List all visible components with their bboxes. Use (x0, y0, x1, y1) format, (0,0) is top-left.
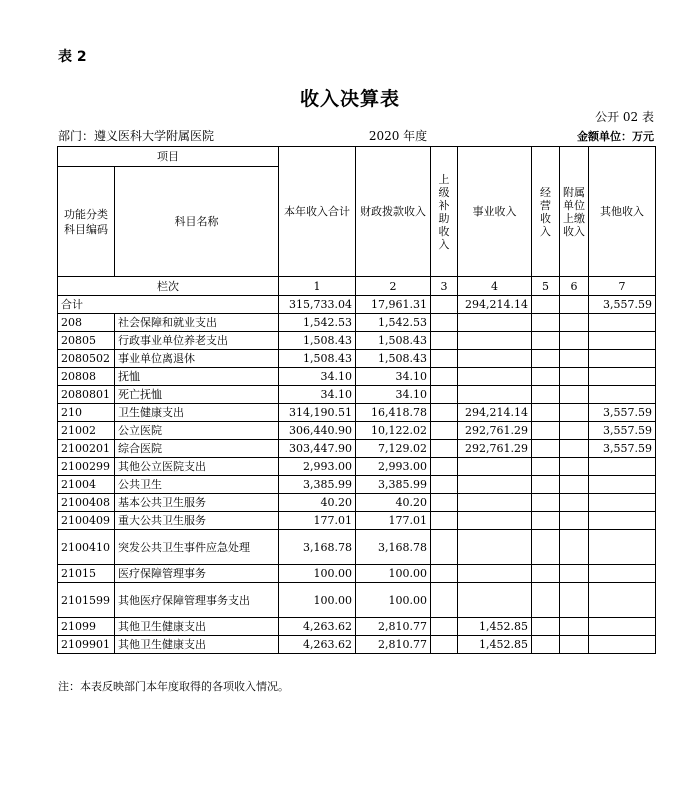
table-number-label: 表 2 (58, 49, 87, 65)
col-num: 5 (532, 277, 560, 296)
row-business (458, 368, 532, 386)
row-subject-name: 公共卫生 (115, 476, 279, 494)
amount-unit: 金额单位：万元 (577, 130, 654, 143)
row-superior (431, 386, 458, 404)
row-other (589, 332, 656, 350)
header-superior: 上级补助收入 (431, 147, 458, 277)
row-operating (532, 332, 560, 350)
row-superior (431, 422, 458, 440)
row-affiliated (560, 618, 589, 636)
row-business (458, 512, 532, 530)
row-operating (532, 512, 560, 530)
row-affiliated (560, 332, 589, 350)
row-code: 2100410 (58, 530, 115, 565)
total-other: 3,557.59 (589, 296, 656, 314)
row-operating (532, 350, 560, 368)
row-fiscal: 1,508.43 (356, 350, 431, 368)
row-operating (532, 422, 560, 440)
table-row (58, 636, 656, 654)
row-fiscal: 2,810.77 (356, 636, 431, 654)
row-total: 34.10 (279, 386, 356, 404)
row-code: 2100299 (58, 458, 115, 476)
row-business: 294,214.14 (458, 404, 532, 422)
document-code: 公开 02 表 (595, 110, 654, 124)
row-superior (431, 332, 458, 350)
total-label: 合计 (58, 296, 279, 314)
table-row (58, 314, 656, 332)
footnote: 注：本表反映部门本年度取得的各项收入情况。 (58, 680, 289, 693)
row-operating (532, 583, 560, 618)
row-operating (532, 404, 560, 422)
row-superior (431, 458, 458, 476)
row-fiscal: 3,385.99 (356, 476, 431, 494)
total-operating (532, 296, 560, 314)
row-business: 1,452.85 (458, 618, 532, 636)
row-fiscal: 1,542.53 (356, 314, 431, 332)
row-business (458, 458, 532, 476)
row-other (589, 494, 656, 512)
row-code: 2101599 (58, 583, 115, 618)
header-project: 项目 (58, 147, 279, 167)
row-affiliated (560, 314, 589, 332)
col-num: 2 (356, 277, 431, 296)
row-business: 292,761.29 (458, 440, 532, 458)
row-code: 2080502 (58, 350, 115, 368)
row-total: 314,190.51 (279, 404, 356, 422)
row-business (458, 530, 532, 565)
row-affiliated (560, 476, 589, 494)
col-num: 4 (458, 277, 532, 296)
table-row (58, 458, 656, 476)
row-subject-name: 行政事业单位养老支出 (115, 332, 279, 350)
row-code: 210 (58, 404, 115, 422)
table-row (58, 368, 656, 386)
col-num: 3 (431, 277, 458, 296)
col-num: 6 (560, 277, 589, 296)
row-other (589, 618, 656, 636)
row-superior (431, 530, 458, 565)
row-total: 1,508.43 (279, 332, 356, 350)
row-code: 21099 (58, 618, 115, 636)
row-affiliated (560, 422, 589, 440)
row-superior (431, 618, 458, 636)
row-subject-name: 其他公立医院支出 (115, 458, 279, 476)
row-operating (532, 458, 560, 476)
row-subject-name: 其他卫生健康支出 (115, 636, 279, 654)
row-other: 3,557.59 (589, 440, 656, 458)
row-other (589, 368, 656, 386)
row-operating (532, 494, 560, 512)
row-affiliated (560, 512, 589, 530)
row-fiscal: 10,122.02 (356, 422, 431, 440)
row-other (589, 350, 656, 368)
row-total: 177.01 (279, 512, 356, 530)
row-fiscal: 2,810.77 (356, 618, 431, 636)
table-row (58, 404, 656, 422)
row-other: 3,557.59 (589, 422, 656, 440)
total-fiscal: 17,961.31 (356, 296, 431, 314)
table-row (58, 618, 656, 636)
row-business (458, 314, 532, 332)
row-fiscal: 7,129.02 (356, 440, 431, 458)
table-row (58, 422, 656, 440)
row-superior (431, 314, 458, 332)
header-operating: 经营收入 (532, 147, 560, 277)
row-total: 3,168.78 (279, 530, 356, 565)
row-fiscal: 177.01 (356, 512, 431, 530)
header-subject-name: 科目名称 (115, 167, 279, 277)
income-table (57, 146, 656, 654)
row-affiliated (560, 530, 589, 565)
table-row (58, 476, 656, 494)
row-subject-name: 卫生健康支出 (115, 404, 279, 422)
row-subject-name: 医疗保障管理事务 (115, 565, 279, 583)
row-total: 303,447.90 (279, 440, 356, 458)
row-operating (532, 565, 560, 583)
row-total: 306,440.90 (279, 422, 356, 440)
row-business (458, 386, 532, 404)
total-affiliated (560, 296, 589, 314)
row-other (589, 314, 656, 332)
row-superior (431, 476, 458, 494)
row-code: 2109901 (58, 636, 115, 654)
row-code: 2100201 (58, 440, 115, 458)
row-subject-name: 公立医院 (115, 422, 279, 440)
row-affiliated (560, 565, 589, 583)
table-row (58, 530, 656, 565)
row-code: 2100409 (58, 512, 115, 530)
table-row (58, 512, 656, 530)
row-operating (532, 440, 560, 458)
row-fiscal: 2,993.00 (356, 458, 431, 476)
row-superior (431, 494, 458, 512)
row-code: 21004 (58, 476, 115, 494)
row-subject-name: 其他医疗保障管理事务支出 (115, 583, 279, 618)
row-operating (532, 368, 560, 386)
row-affiliated (560, 368, 589, 386)
row-affiliated (560, 636, 589, 654)
row-other (589, 583, 656, 618)
row-business (458, 476, 532, 494)
table-row (58, 565, 656, 583)
row-subject-name: 突发公共卫生事件应急处理 (115, 530, 279, 565)
row-other (589, 458, 656, 476)
row-superior (431, 583, 458, 618)
row-subject-name: 综合医院 (115, 440, 279, 458)
table-row (58, 440, 656, 458)
table-row (58, 583, 656, 618)
table-body (58, 314, 656, 654)
row-business (458, 583, 532, 618)
row-affiliated (560, 404, 589, 422)
header-affiliated: 附属单位上缴收入 (560, 147, 589, 277)
total-superior (431, 296, 458, 314)
row-other (589, 636, 656, 654)
row-total: 100.00 (279, 583, 356, 618)
row-subject-name: 基本公共卫生服务 (115, 494, 279, 512)
row-operating (532, 476, 560, 494)
row-affiliated (560, 494, 589, 512)
department-label: 部门：遵义医科大学附属医院 (58, 129, 215, 143)
fiscal-year: 2020 年度 (368, 129, 428, 143)
row-code: 2080801 (58, 386, 115, 404)
row-business: 292,761.29 (458, 422, 532, 440)
row-superior (431, 368, 458, 386)
row-code: 208 (58, 314, 115, 332)
row-other (589, 530, 656, 565)
row-affiliated (560, 440, 589, 458)
row-total: 100.00 (279, 565, 356, 583)
row-superior (431, 440, 458, 458)
total-row (58, 296, 656, 314)
row-subject-name: 社会保障和就业支出 (115, 314, 279, 332)
row-other (589, 512, 656, 530)
row-business (458, 332, 532, 350)
document-title: 收入决算表 (299, 88, 400, 110)
row-business: 1,452.85 (458, 636, 532, 654)
row-subject-name: 其他卫生健康支出 (115, 618, 279, 636)
row-fiscal: 34.10 (356, 368, 431, 386)
row-other: 3,557.59 (589, 404, 656, 422)
table-row (58, 494, 656, 512)
row-total: 1,508.43 (279, 350, 356, 368)
row-total: 4,263.62 (279, 636, 356, 654)
row-operating (532, 636, 560, 654)
row-superior (431, 350, 458, 368)
row-business (458, 565, 532, 583)
row-subject-name: 抚恤 (115, 368, 279, 386)
table-row (58, 386, 656, 404)
row-affiliated (560, 583, 589, 618)
row-subject-name: 事业单位离退休 (115, 350, 279, 368)
row-fiscal: 34.10 (356, 386, 431, 404)
row-fiscal: 1,508.43 (356, 332, 431, 350)
row-affiliated (560, 350, 589, 368)
table-row (58, 350, 656, 368)
header-fiscal: 财政拨款收入 (356, 147, 431, 277)
row-superior (431, 565, 458, 583)
row-code: 20808 (58, 368, 115, 386)
row-subject-name: 死亡抚恤 (115, 386, 279, 404)
row-total: 2,993.00 (279, 458, 356, 476)
row-code: 21002 (58, 422, 115, 440)
row-superior (431, 636, 458, 654)
row-code: 21015 (58, 565, 115, 583)
row-fiscal: 16,418.78 (356, 404, 431, 422)
header-other: 其他收入 (589, 147, 656, 277)
row-total: 40.20 (279, 494, 356, 512)
row-code: 2100408 (58, 494, 115, 512)
row-operating (532, 618, 560, 636)
row-superior (431, 512, 458, 530)
header-business: 事业收入 (458, 147, 532, 277)
header-col-label: 栏次 (58, 277, 279, 296)
header-total-income: 本年收入合计 (279, 147, 356, 277)
col-num: 1 (279, 277, 356, 296)
total-business: 294,214.14 (458, 296, 532, 314)
row-operating (532, 386, 560, 404)
row-other (589, 476, 656, 494)
row-fiscal: 100.00 (356, 583, 431, 618)
row-business (458, 350, 532, 368)
col-num: 7 (589, 277, 656, 296)
row-fiscal: 3,168.78 (356, 530, 431, 565)
row-total: 1,542.53 (279, 314, 356, 332)
row-total: 3,385.99 (279, 476, 356, 494)
row-other (589, 386, 656, 404)
row-subject-name: 重大公共卫生服务 (115, 512, 279, 530)
row-superior (431, 404, 458, 422)
row-code: 20805 (58, 332, 115, 350)
row-business (458, 494, 532, 512)
row-affiliated (560, 386, 589, 404)
row-other (589, 565, 656, 583)
row-operating (532, 530, 560, 565)
row-fiscal: 40.20 (356, 494, 431, 512)
row-total: 4,263.62 (279, 618, 356, 636)
row-operating (532, 314, 560, 332)
header-func-code: 功能分类科目编码 (58, 167, 115, 277)
table-row (58, 332, 656, 350)
row-total: 34.10 (279, 368, 356, 386)
total-total: 315,733.04 (279, 296, 356, 314)
row-affiliated (560, 458, 589, 476)
row-fiscal: 100.00 (356, 565, 431, 583)
